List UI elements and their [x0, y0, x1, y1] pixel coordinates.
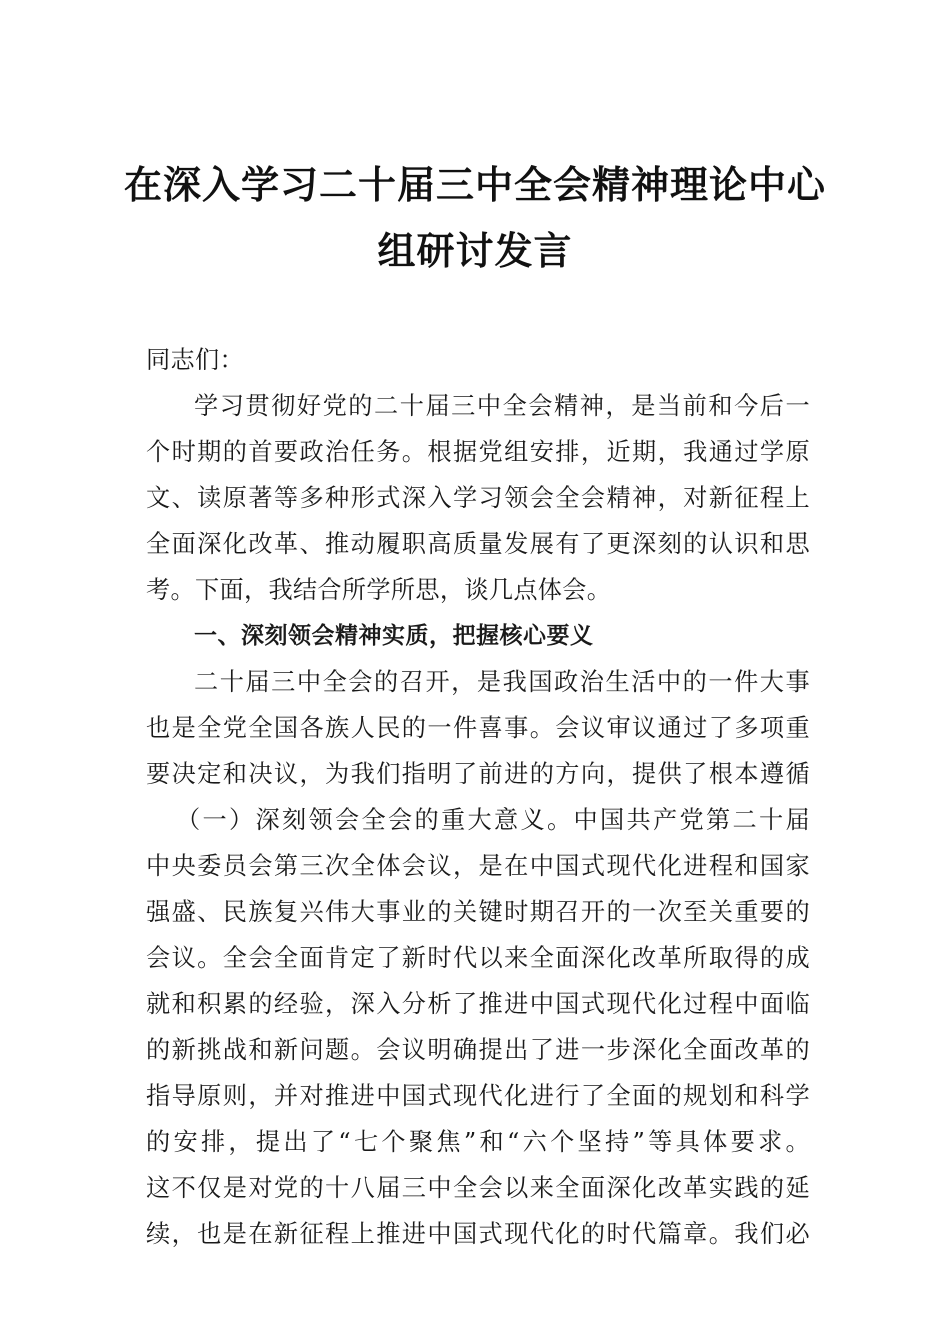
- paragraph-line: 续，也是在新征程上推进中国式现代化的时代篇章。我们必: [146, 1220, 810, 1248]
- paragraph-line: 中央委员会第三次全体会议，是在中国式现代化进程和国家: [146, 852, 810, 880]
- paragraph-line: 考。下面，我结合所学所思，谈几点体会。: [146, 576, 612, 604]
- paragraph-line: 学习贯彻好党的二十届三中全会精神，是当前和今后一: [194, 392, 810, 420]
- paragraph-line: 就和积累的经验，深入分析了推进中国式现代化过程中面临: [146, 990, 810, 1018]
- section-heading: 一、深刻领会精神实质，把握核心要义: [194, 623, 594, 649]
- paragraph-line: 这不仅是对党的十八届三中全会以来全面深化改革实践的延: [146, 1174, 810, 1202]
- document-body: [146, 337, 810, 1257]
- subsection-line: （一）深刻领会全会的重大意义。中国共产党第二十届: [176, 806, 810, 834]
- document-title-line-1: 在深入学习二十届三中全会精神理论中心: [123, 162, 826, 207]
- paragraph-line: 要决定和决议，为我们指明了前进的方向，提供了根本遵循: [146, 760, 810, 788]
- paragraph-line: 强盛、民族复兴伟大事业的关键时期召开的一次至关重要的: [146, 898, 810, 926]
- paragraph-line: 指导原则，并对推进中国式现代化进行了全面的规划和科学: [146, 1082, 810, 1110]
- paragraph-line: 的新挑战和新问题。会议明确提出了进一步深化全面改革的: [146, 1036, 810, 1064]
- paragraph-line: 二十届三中全会的召开，是我国政治生活中的一件大事: [194, 668, 810, 696]
- paragraph-line: 全面深化改革、推动履职高质量发展有了更深刻的认识和思: [146, 530, 810, 558]
- paragraph-line: 文、读原著等多种形式深入学习领会全会精神，对新征程上: [146, 484, 810, 512]
- paragraph-line: 会议。全会全面肯定了新时代以来全面深化改革所取得的成: [146, 944, 810, 972]
- salutation: 同志们：: [146, 346, 244, 374]
- paragraph-line: 也是全党全国各族人民的一件喜事。会议审议通过了多项重: [146, 714, 810, 742]
- paragraph-line: 个时期的首要政治任务。根据党组安排，近期，我通过学原: [146, 438, 810, 466]
- paragraph-line: 的安排，提出了“七个聚焦”和“六个坚持”等具体要求。: [146, 1128, 810, 1156]
- document-title-line-2: 组研讨发言: [377, 228, 573, 273]
